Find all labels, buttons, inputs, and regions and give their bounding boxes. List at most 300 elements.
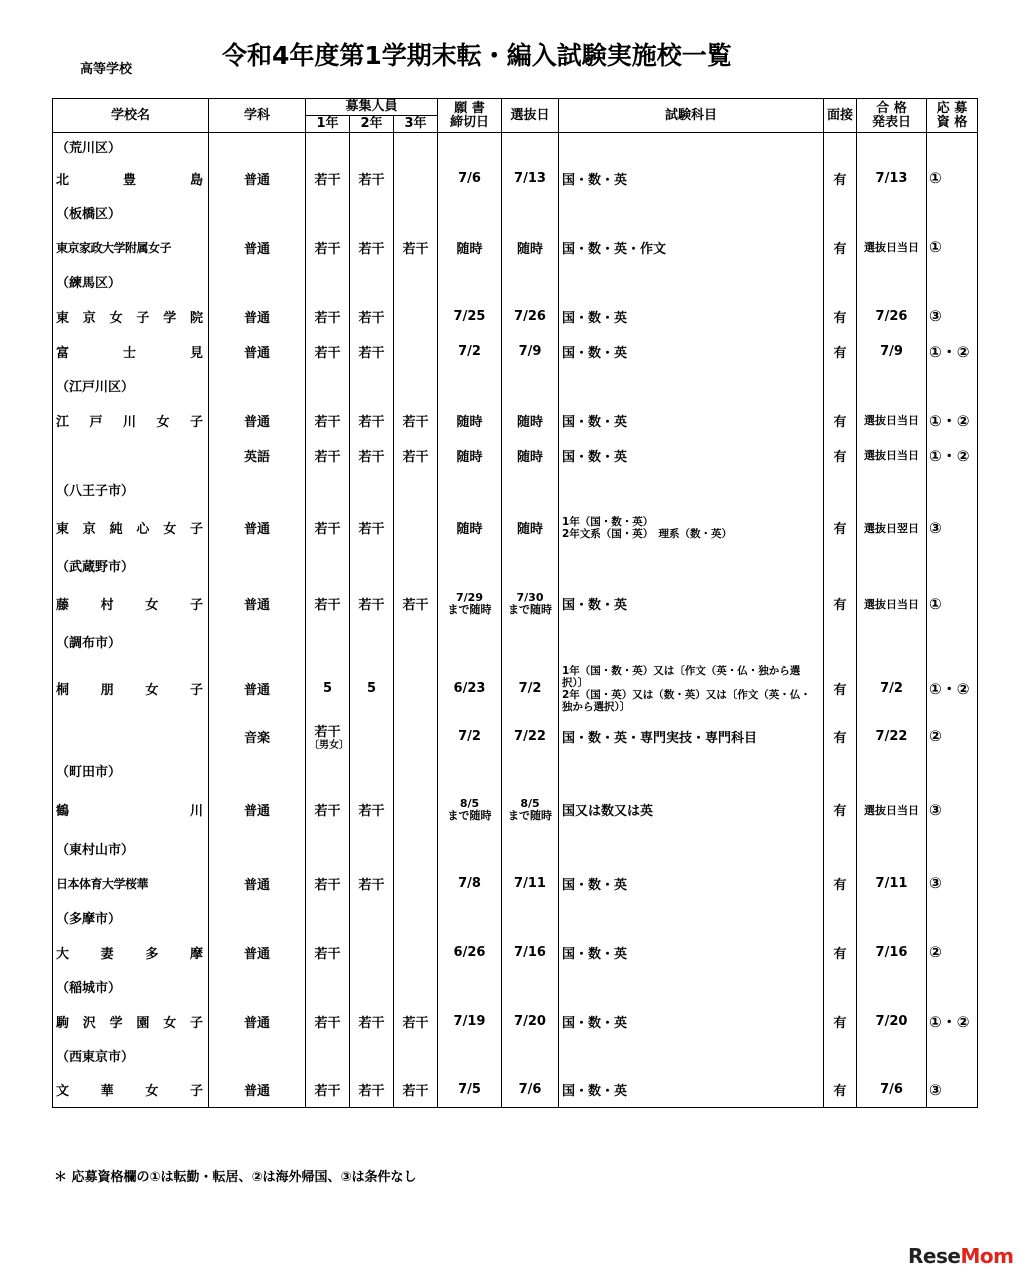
empty-cell [209, 196, 306, 230]
region-row [53, 1039, 978, 1073]
subjects: 国・数・英 [559, 334, 824, 369]
deadline: 7/19 [438, 1004, 502, 1039]
table-row [53, 866, 978, 901]
school-name [53, 935, 209, 970]
empty-cell [209, 832, 306, 866]
interview: 有 [824, 161, 857, 196]
empty-cell [306, 265, 350, 299]
grade1-value: 若干 [314, 598, 341, 613]
school-name-text: 江 戸 川 女 子 [56, 414, 203, 430]
grade1-value: 若干 [314, 1015, 341, 1031]
dept: 普通 [209, 583, 306, 625]
announce-date: 選抜日当日 [857, 438, 927, 473]
selection-date: 7/2 [502, 659, 559, 719]
grade1 [306, 583, 350, 625]
announce-date: 7/9 [857, 334, 927, 369]
empty-cell [394, 970, 438, 1004]
empty-cell [394, 265, 438, 299]
school-name [53, 161, 209, 196]
region-name: （荒川区） [53, 133, 209, 161]
interview: 有 [824, 299, 857, 334]
col-interview: 面接 [824, 99, 857, 133]
region-row [53, 473, 978, 507]
subjects: 国・数・英 [559, 1073, 824, 1108]
announce-date: 選抜日当日 [857, 788, 927, 832]
grade3 [394, 161, 438, 196]
grade1-value: 若干 [314, 877, 341, 893]
grade1 [306, 659, 350, 719]
empty-cell [927, 196, 978, 230]
empty-cell [209, 549, 306, 583]
empty-cell [857, 970, 927, 1004]
empty-cell [857, 265, 927, 299]
school-name-text: 大 妻 多 摩 [56, 946, 203, 962]
empty-cell [502, 196, 559, 230]
interview: 有 [824, 866, 857, 901]
empty-cell [394, 832, 438, 866]
subjects: 国・数・英 [559, 1004, 824, 1039]
empty-cell [394, 369, 438, 403]
grade2: 若干 [350, 438, 394, 473]
deadline: 7/2 [438, 719, 502, 754]
region-row [53, 970, 978, 1004]
empty-cell [824, 196, 857, 230]
empty-cell [559, 369, 824, 403]
qualification: ③ [927, 507, 978, 549]
empty-cell [394, 473, 438, 507]
empty-cell [927, 473, 978, 507]
announce-date: 選抜日当日 [857, 583, 927, 625]
region-name: （武蔵野市） [53, 549, 209, 583]
empty-cell [559, 265, 824, 299]
qualification: ③ [927, 1073, 978, 1108]
empty-cell [394, 196, 438, 230]
empty-cell [438, 832, 502, 866]
interview: 有 [824, 583, 857, 625]
empty-cell [438, 549, 502, 583]
col-grade1: 1年 [306, 116, 350, 133]
grade3 [394, 659, 438, 719]
deadline: 8/5 まで随時 [438, 788, 502, 832]
empty-cell [350, 901, 394, 935]
empty-cell [857, 901, 927, 935]
dept: 普通 [209, 334, 306, 369]
announce-date: 選抜日当日 [857, 230, 927, 265]
page-title: 令和4年度第1学期末転・編入試験実施校一覧 [222, 41, 732, 70]
table-row [53, 788, 978, 832]
subjects: 国・数・英 [559, 866, 824, 901]
table-row [53, 161, 978, 196]
grade1-value: 若干 [314, 172, 341, 188]
dept: 普通 [209, 1073, 306, 1108]
empty-cell [824, 625, 857, 659]
empty-cell [927, 133, 978, 161]
grade1 [306, 1073, 350, 1108]
grade2: 若干 [350, 334, 394, 369]
empty-cell [306, 196, 350, 230]
interview: 有 [824, 788, 857, 832]
region-row [53, 832, 978, 866]
empty-cell [306, 1039, 350, 1073]
empty-cell [559, 754, 824, 788]
empty-cell [559, 133, 824, 161]
empty-cell [306, 473, 350, 507]
empty-cell [438, 369, 502, 403]
dept: 普通 [209, 788, 306, 832]
grade3: 若干 [394, 230, 438, 265]
interview: 有 [824, 230, 857, 265]
school-name-text: 駒 沢 学 園 女 子 [56, 1015, 203, 1031]
grade2: 若干 [350, 1004, 394, 1039]
empty-cell [502, 754, 559, 788]
deadline: 7/29 まで随時 [438, 583, 502, 625]
empty-cell [350, 133, 394, 161]
school-name [53, 299, 209, 334]
table-row [53, 334, 978, 369]
empty-cell [438, 970, 502, 1004]
empty-cell [209, 625, 306, 659]
qualification: ② [927, 719, 978, 754]
grade1 [306, 935, 350, 970]
qualification: ② [927, 935, 978, 970]
announce-date: 7/13 [857, 161, 927, 196]
empty-cell [824, 473, 857, 507]
dept: 普通 [209, 161, 306, 196]
deadline: 随時 [438, 438, 502, 473]
grade1 [306, 438, 350, 473]
grade2: 5 [350, 659, 394, 719]
table-row [53, 719, 978, 754]
grade1-note: 〔男女〕 [309, 739, 349, 751]
grade2: 若干 [350, 161, 394, 196]
empty-cell [209, 369, 306, 403]
empty-cell [502, 133, 559, 161]
school-name-text: 鶴 川 [56, 804, 203, 819]
empty-cell [394, 901, 438, 935]
school-name [53, 334, 209, 369]
empty-cell [857, 625, 927, 659]
grade1 [306, 866, 350, 901]
selection-date: 7/22 [502, 719, 559, 754]
grade1-value: 5 [322, 681, 333, 696]
empty-cell [927, 901, 978, 935]
selection-date: 随時 [502, 438, 559, 473]
empty-cell [438, 473, 502, 507]
qualification: ①・② [927, 403, 978, 438]
subjects: 国・数・英 [559, 438, 824, 473]
grade1-value: 若干 [314, 414, 341, 430]
grade1 [306, 161, 350, 196]
announce-date: 7/20 [857, 1004, 927, 1039]
table-row [53, 1004, 978, 1039]
empty-cell [350, 1039, 394, 1073]
dept: 音楽 [209, 719, 306, 754]
grade1-value: 若干 [314, 724, 341, 740]
selection-date: 7/20 [502, 1004, 559, 1039]
grade3: 若干 [394, 403, 438, 438]
empty-cell [350, 265, 394, 299]
grade2: 若干 [350, 788, 394, 832]
empty-cell [209, 265, 306, 299]
school-name [53, 788, 209, 832]
qualification: ① [927, 161, 978, 196]
dept: 普通 [209, 866, 306, 901]
empty-cell [306, 901, 350, 935]
selection-date: 7/26 [502, 299, 559, 334]
empty-cell [306, 754, 350, 788]
grade2 [350, 935, 394, 970]
school-name [53, 659, 209, 719]
selection-date: 7/6 [502, 1073, 559, 1108]
empty-cell [927, 265, 978, 299]
dept: 普通 [209, 230, 306, 265]
empty-cell [857, 754, 927, 788]
grade3: 若干 [394, 583, 438, 625]
empty-cell [209, 754, 306, 788]
empty-cell [306, 369, 350, 403]
grade3 [394, 507, 438, 549]
announce-date: 7/2 [857, 659, 927, 719]
empty-cell [438, 196, 502, 230]
empty-cell [209, 1039, 306, 1073]
subjects: 国・数・英 [559, 403, 824, 438]
empty-cell [438, 265, 502, 299]
empty-cell [857, 369, 927, 403]
empty-cell [350, 970, 394, 1004]
school-name-text: 東 京 純 心 女 子 [56, 522, 203, 537]
empty-cell [394, 1039, 438, 1073]
deadline: 7/8 [438, 866, 502, 901]
school-name-text: 東 京 女 子 学 院 [56, 310, 203, 326]
empty-cell [857, 133, 927, 161]
school-name [53, 583, 209, 625]
dept: 普通 [209, 403, 306, 438]
grade1-value: 若干 [314, 1084, 341, 1100]
resemom-logo: ReseMom [908, 1244, 1014, 1268]
empty-cell [927, 1039, 978, 1073]
region-name: （多摩市） [53, 901, 209, 935]
announce-date: 7/26 [857, 299, 927, 334]
empty-cell [824, 832, 857, 866]
empty-cell [502, 901, 559, 935]
empty-cell [559, 549, 824, 583]
school-name: 東京家政大学附属女子 [53, 230, 209, 265]
qualification: ①・② [927, 334, 978, 369]
qualification: ① [927, 230, 978, 265]
empty-cell [559, 196, 824, 230]
subjects: 国・数・英・専門実技・専門科目 [559, 719, 824, 754]
grade3 [394, 299, 438, 334]
table-row [53, 1073, 978, 1108]
empty-cell [502, 473, 559, 507]
region-name: （稲城市） [53, 970, 209, 1004]
selection-date: 7/16 [502, 935, 559, 970]
grade1 [306, 719, 350, 754]
region-name: （町田市） [53, 754, 209, 788]
interview: 有 [824, 403, 857, 438]
empty-cell [438, 754, 502, 788]
empty-cell [559, 970, 824, 1004]
grade3 [394, 935, 438, 970]
empty-cell [350, 754, 394, 788]
region-row [53, 265, 978, 299]
school-name [53, 1073, 209, 1108]
empty-cell [857, 1039, 927, 1073]
dept: 英語 [209, 438, 306, 473]
empty-cell [857, 473, 927, 507]
qualification: ①・② [927, 438, 978, 473]
empty-cell [927, 549, 978, 583]
school-name-text: 桐 朋 女 子 [56, 683, 203, 698]
dept: 普通 [209, 659, 306, 719]
qualification: ③ [927, 299, 978, 334]
col-grade3: 3年 [394, 116, 438, 133]
empty-cell [559, 625, 824, 659]
selection-date: 随時 [502, 230, 559, 265]
grade3 [394, 719, 438, 754]
empty-cell [394, 625, 438, 659]
announce-date: 7/22 [857, 719, 927, 754]
empty-cell [350, 473, 394, 507]
selection-date: 7/9 [502, 334, 559, 369]
empty-cell [824, 1039, 857, 1073]
grade2 [350, 719, 394, 754]
table-row [53, 935, 978, 970]
empty-cell [927, 754, 978, 788]
empty-cell [306, 133, 350, 161]
empty-cell [209, 133, 306, 161]
subjects: 1年（国・数・英） 2年文系（国・英） 理系（数・英） [559, 507, 824, 549]
interview: 有 [824, 334, 857, 369]
region-row [53, 549, 978, 583]
region-row [53, 754, 978, 788]
interview: 有 [824, 507, 857, 549]
col-subjects: 試験科目 [559, 99, 824, 133]
grade2: 若干 [350, 583, 394, 625]
empty-cell [438, 625, 502, 659]
region-name: （八王子市） [53, 473, 209, 507]
school-name [53, 1004, 209, 1039]
deadline: 随時 [438, 403, 502, 438]
category-label: 高等学校 [80, 62, 133, 77]
empty-cell [502, 625, 559, 659]
announce-date: 選抜日当日 [857, 403, 927, 438]
school-name-text: 富 士 見 [56, 345, 203, 361]
grade1-value: 若干 [314, 449, 341, 465]
region-row [53, 133, 978, 161]
empty-cell [350, 625, 394, 659]
interview: 有 [824, 1073, 857, 1108]
empty-cell [350, 369, 394, 403]
region-row [53, 625, 978, 659]
grade2: 若干 [350, 299, 394, 334]
subjects: 国・数・英 [559, 935, 824, 970]
grade3 [394, 334, 438, 369]
col-qualify: 応 募 資 格 [927, 99, 978, 133]
subjects: 1年（国・数・英）又は〔作文（英・仏・独から選択）〕 2年（国・英）又は（数・英）又は〔作文（英・仏・独から選択）〕 [559, 659, 824, 719]
selection-date: 7/11 [502, 866, 559, 901]
footnote: ＊ 応募資格欄の①は転勤・転居、②は海外帰国、③は条件なし [54, 1170, 417, 1185]
deadline: 7/25 [438, 299, 502, 334]
empty-cell [824, 265, 857, 299]
announce-date: 7/16 [857, 935, 927, 970]
empty-cell [857, 196, 927, 230]
empty-cell [824, 369, 857, 403]
dept: 普通 [209, 299, 306, 334]
subjects: 国・数・英 [559, 583, 824, 625]
empty-cell [824, 754, 857, 788]
school-name [53, 507, 209, 549]
deadline: 7/6 [438, 161, 502, 196]
region-name: （板橋区） [53, 196, 209, 230]
region-name: （西東京市） [53, 1039, 209, 1073]
announce-date: 選抜日翌日 [857, 507, 927, 549]
empty-cell [559, 901, 824, 935]
empty-cell [559, 1039, 824, 1073]
empty-cell [502, 549, 559, 583]
grade3: 若干 [394, 438, 438, 473]
deadline: 6/23 [438, 659, 502, 719]
deadline: 随時 [438, 507, 502, 549]
announce-date: 7/6 [857, 1073, 927, 1108]
empty-cell [306, 832, 350, 866]
selection-date: 随時 [502, 507, 559, 549]
school-name-text: 北 豊 島 [56, 172, 203, 188]
empty-cell [350, 549, 394, 583]
grade1-value: 若干 [314, 345, 341, 361]
grade3: 若干 [394, 1004, 438, 1039]
col-deadline: 願 書 締切日 [438, 99, 502, 133]
empty-cell [857, 832, 927, 866]
interview: 有 [824, 659, 857, 719]
grade1 [306, 788, 350, 832]
grade3 [394, 866, 438, 901]
col-recruit: 募集人員 [306, 99, 438, 116]
region-row [53, 901, 978, 935]
empty-cell [824, 901, 857, 935]
empty-cell [927, 625, 978, 659]
school-name-text: 藤 村 女 子 [56, 598, 203, 613]
subjects: 国・数・英・作文 [559, 230, 824, 265]
interview: 有 [824, 719, 857, 754]
empty-cell [394, 754, 438, 788]
grade1-value: 若干 [314, 241, 341, 257]
empty-cell [306, 549, 350, 583]
empty-cell [438, 1039, 502, 1073]
grade3 [394, 788, 438, 832]
grade2: 若干 [350, 1073, 394, 1108]
grade1-value: 若干 [314, 522, 341, 537]
empty-cell [209, 970, 306, 1004]
grade1 [306, 1004, 350, 1039]
qualification: ③ [927, 866, 978, 901]
qualification: ①・② [927, 1004, 978, 1039]
region-name: （東村山市） [53, 832, 209, 866]
empty-cell [350, 196, 394, 230]
empty-cell [306, 625, 350, 659]
col-school: 学校名 [53, 99, 209, 133]
school-name: 日本体育大学桜華 [53, 866, 209, 901]
qualification: ③ [927, 788, 978, 832]
table-row [53, 299, 978, 334]
selection-date: 7/13 [502, 161, 559, 196]
table-row [53, 438, 978, 473]
school-table [52, 98, 978, 1108]
grade1 [306, 230, 350, 265]
interview: 有 [824, 438, 857, 473]
empty-cell [502, 1039, 559, 1073]
table-row [53, 403, 978, 438]
